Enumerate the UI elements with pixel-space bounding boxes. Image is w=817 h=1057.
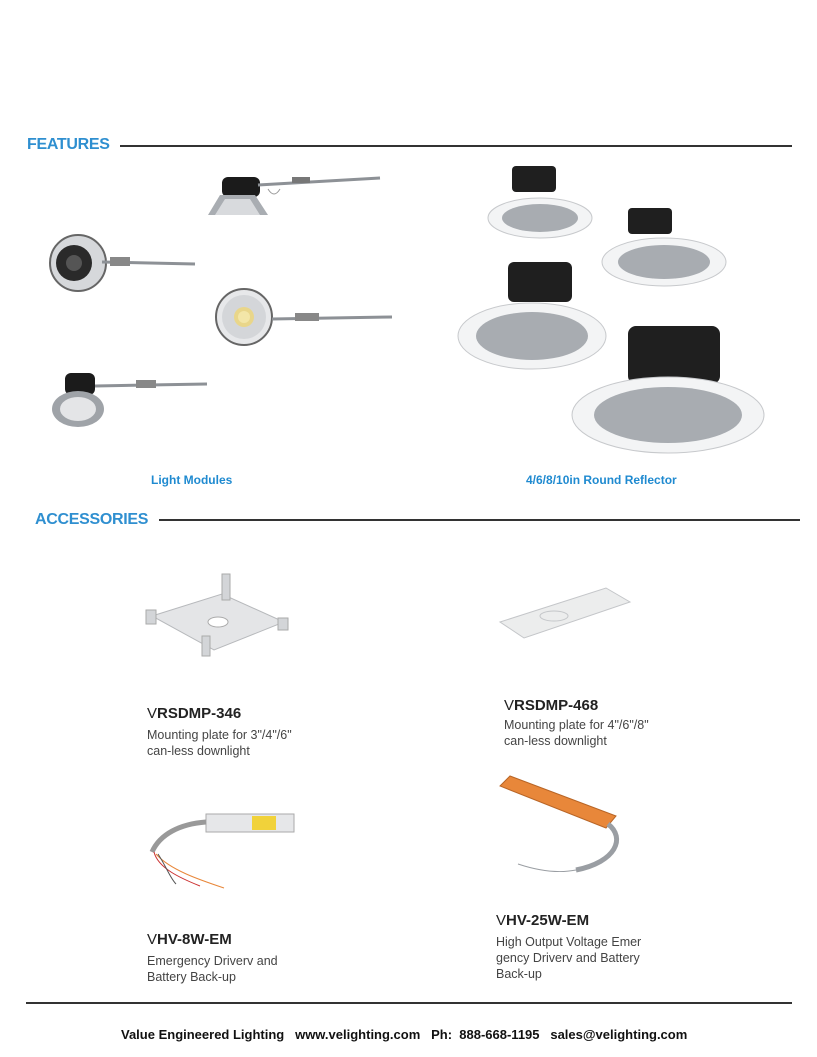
round-reflector-image xyxy=(450,158,780,454)
accessory-desc-346 xyxy=(147,727,292,759)
emergency-driver-8w-image xyxy=(140,808,300,896)
accessories-divider xyxy=(159,519,800,521)
accessory-prefix: V xyxy=(496,912,507,929)
accessory-code-8w xyxy=(147,931,232,948)
mounting-plate-468-image xyxy=(496,580,636,640)
accessories-title: ACCESSORIES xyxy=(35,511,149,528)
accessory-prefix: V xyxy=(147,931,158,948)
round-reflector-caption: 4/6/8/10in Round Reflector xyxy=(526,473,677,487)
accessory-desc-468 xyxy=(504,717,649,749)
desc-line: Battery Back-up xyxy=(147,970,236,984)
desc-line: Mounting plate for 3"/4"/6" xyxy=(147,728,292,742)
accessory-prefix: V xyxy=(504,697,515,714)
accessory-code: HV-25W-EM xyxy=(506,912,590,929)
desc-line: can-less downlight xyxy=(147,744,250,758)
emergency-driver-25w-image xyxy=(496,772,636,878)
accessory-code-346 xyxy=(147,705,241,722)
mounting-plate-346-image xyxy=(142,572,292,658)
accessory-desc-8w xyxy=(147,953,278,985)
accessory-code-25w xyxy=(496,912,589,929)
desc-line: High Output Voltage Emer xyxy=(496,935,642,949)
footer-divider xyxy=(26,1002,792,1004)
desc-line: Back-up xyxy=(496,967,542,981)
features-divider xyxy=(120,145,792,147)
desc-line: can-less downlight xyxy=(504,734,607,748)
desc-line: gency Driverv and Battery xyxy=(496,951,640,965)
accessory-code-468 xyxy=(504,697,598,714)
accessory-desc-25w xyxy=(496,934,641,982)
footer-contact: Value Engineered Lighting www.velighting.com Ph: 888-668-1195 sales@velighting.com xyxy=(121,1027,688,1042)
features-title: FEATURES xyxy=(27,136,110,153)
light-modules-image xyxy=(40,165,410,435)
light-modules-caption: Light Modules xyxy=(151,473,233,487)
desc-line: Mounting plate for 4"/6"/8" xyxy=(504,718,649,732)
desc-line: Emergency Driverv and xyxy=(147,954,278,968)
accessory-code: HV-8W-EM xyxy=(157,931,232,948)
accessory-code: RSDMP-468 xyxy=(514,697,599,714)
accessory-code: RSDMP-346 xyxy=(157,705,242,722)
accessory-prefix: V xyxy=(147,705,158,722)
